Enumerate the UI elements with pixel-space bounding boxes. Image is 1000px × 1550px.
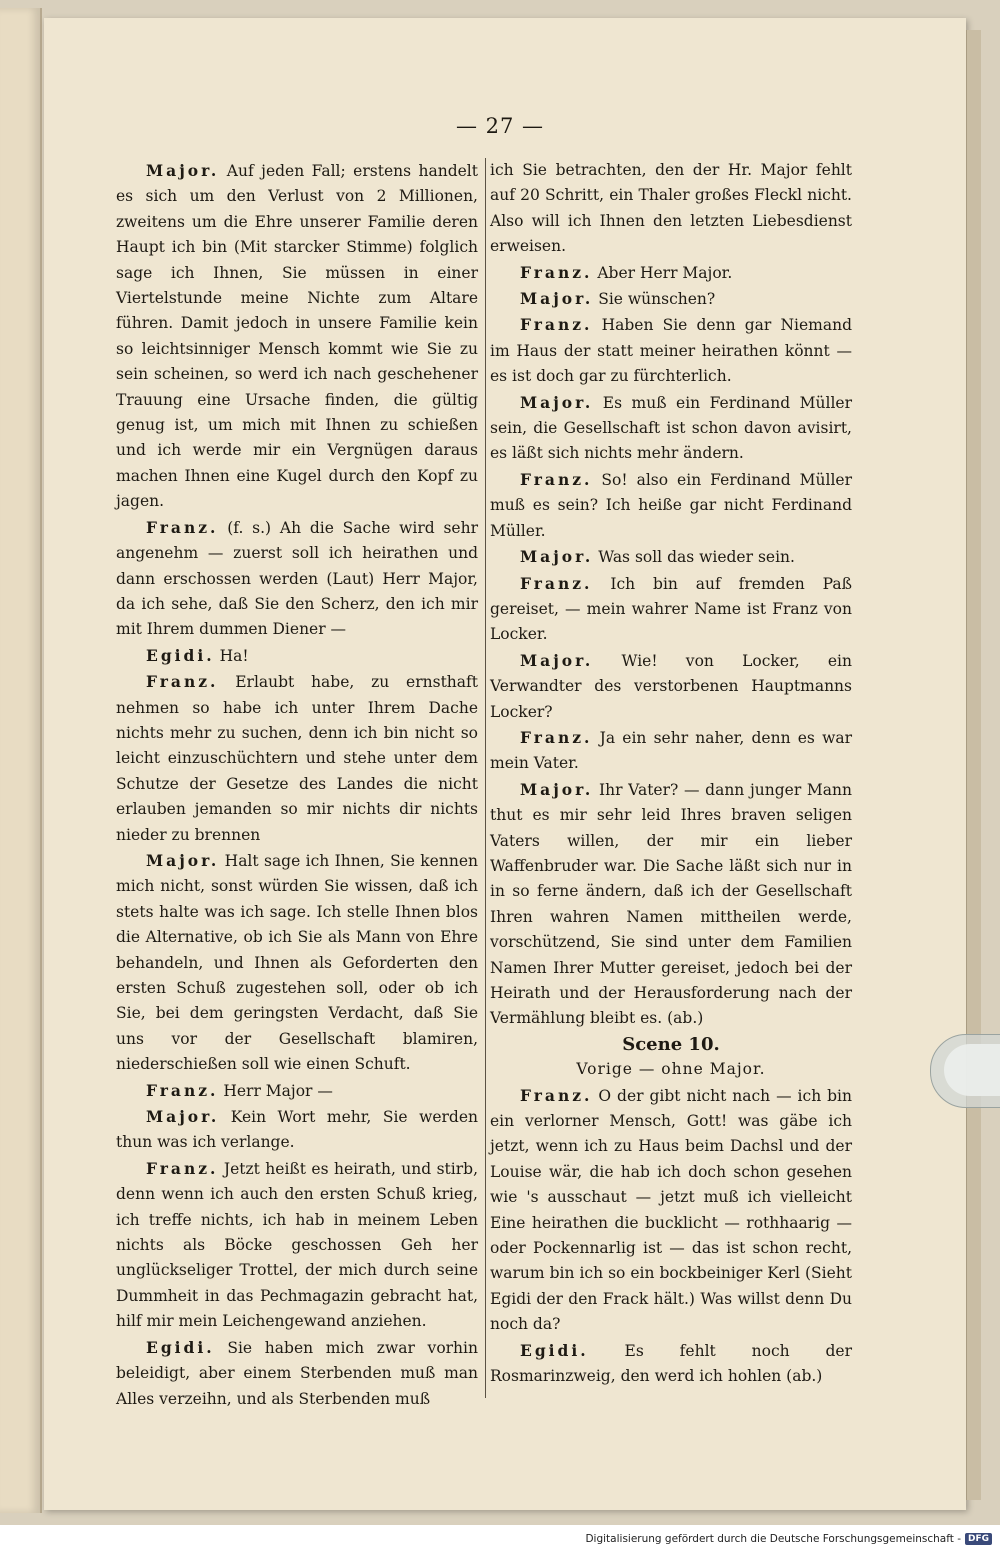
paragraph-7 bbox=[116, 1104, 478, 1156]
paragraph-r9 bbox=[490, 648, 852, 725]
paragraph-r10 bbox=[490, 725, 852, 777]
speech-text: Es muß ein Ferdinand Müller sein, die Gesellschaft ist schon davon avisirt, es läßt sich nichts mehr ändern. bbox=[490, 393, 852, 463]
paragraph-r12 bbox=[490, 1083, 852, 1338]
paragraph-6 bbox=[116, 1078, 478, 1104]
paragraph-1 bbox=[116, 158, 478, 515]
speech-text: (f. s.) Ah die Sache wird sehr angenehm — zuerst soll ich heirathen und dann erschossen werden (Laut) Herr Major, da ich sehe, daß Sie den Scherz, den ich mir mit Ihrem dummen Diener — bbox=[116, 518, 478, 639]
speaker: Franz. bbox=[520, 573, 593, 593]
paragraph-continued bbox=[490, 158, 852, 260]
paragraph-r8 bbox=[490, 571, 852, 648]
speech-text: ich Sie betrachten, den der Hr. Major fehlt auf 20 Schritt, ein Thaler großes Fleckl nicht. Also will ich Ihnen den letzten Liebesdienst erweisen. bbox=[490, 161, 852, 256]
page-number: — 27 — bbox=[455, 114, 545, 138]
previous-page-edge bbox=[0, 8, 42, 1513]
speaker: Major. bbox=[520, 392, 594, 412]
speech-text: Erlaubt habe, zu ernsthaft nehmen so habe ich unter Ihrem Dache nichts mehr zu suchen, denn ich bin nicht so leicht einzuschüchtern und stehe unter dem Schutze der Gesetze des Landes die nicht erlauben jemanden so mir nichts dir nichts nieder zu brennen bbox=[116, 673, 478, 844]
paragraph-r2 bbox=[490, 260, 852, 286]
speaker: Franz. bbox=[520, 315, 593, 335]
speaker: Franz. bbox=[520, 1085, 593, 1105]
speaker: Franz. bbox=[146, 672, 219, 692]
paragraph-5 bbox=[116, 848, 478, 1078]
paragraph-3 bbox=[116, 643, 478, 669]
speaker: Franz. bbox=[520, 727, 593, 747]
paragraph-r7 bbox=[490, 544, 852, 570]
digitization-credit bbox=[585, 1533, 992, 1545]
speech-text: Sie wünschen? bbox=[598, 290, 716, 309]
speaker: Major. bbox=[520, 547, 594, 567]
speech-text: Auf jeden Fall; erstens handelt es sich um den Verlust von 2 Millionen, zweitens um die Ehre unserer Familie deren Haupt ich bin (Mit starcker Stimme) folglich sage ich Ihnen, Sie müssen in einer Viertelstunde meine Nichte zum Altare führen. Damit jedoch in unsere Familie kein so leichtsinniger Mensch kommt wie Sie zu sein scheinen, so werd ich nach geschehener Trauung eine Ursache finden, die gültig genug ist, um mich mit Ihnen zu schießen und ich werde mir ein Vergnügen daraus machen Ihnen eine Kugel durch den Kopf zu jagen. bbox=[116, 162, 478, 511]
right-column bbox=[490, 158, 852, 1390]
speaker: Egidi. bbox=[520, 1340, 589, 1360]
credit-text: Digitalisierung gefördert durch die Deutsche Forschungsgemeinschaft - bbox=[585, 1533, 961, 1545]
speech-text: Ihr Vater? — dann junger Mann thut es mir sehr leid Ihres braven seligen Vaters willen, der mir ein lieber Waffenbruder war. Die Sache läßt sich nur in in so ferne ändern, daß ich der Gesellschaft Ihren wahren Namen mittheilen werde, vorschützend, Sie sind unter dem Familien Namen Ihrer Mutter gereiset, jedoch bei der Heirath und der Herausforderung nach der Vermählung bleibt es. (ab.) bbox=[490, 780, 852, 1028]
speaker: Major. bbox=[520, 779, 594, 799]
scene-stage-note: Vorige — ohne Major. bbox=[576, 1060, 766, 1079]
paragraph-2 bbox=[116, 515, 478, 643]
speech-text: Ich bin auf fremden Paß gereiset, — mein wahrer Name ist Franz von Locker. bbox=[490, 574, 852, 644]
speech-text: O der gibt nicht nach — ich bin ein verlorner Mensch, Gott! was gäbe ich jetzt, wenn ich zu Haus beim Dachsl und der Louise wär, die hab ich doch schon gesehen wie 's ausschaut — jetzt muß ich vielleicht Eine heirathen die bucklicht — rothhaarig — oder Pockennarlig ist — das ist schon recht, warum bin ich so ein bockbeiniger Kerl (Sieht Egidi der den Frack hält.) Was willst denn Du noch da? bbox=[490, 1086, 852, 1334]
speech-text: Wie! von Locker, ein Verwandter des verstorbenen Hauptmanns Locker? bbox=[490, 651, 852, 721]
paragraph-r11 bbox=[490, 777, 852, 1032]
speaker: Franz. bbox=[146, 517, 219, 537]
speech-text: Ja ein sehr naher, denn es war mein Vater. bbox=[490, 728, 852, 773]
paragraph-r13 bbox=[490, 1338, 852, 1390]
dfg-logo: DFG bbox=[965, 1533, 992, 1545]
speech-text: Aber Herr Major. bbox=[597, 263, 733, 282]
speaker: Major. bbox=[146, 161, 220, 180]
paragraph-8 bbox=[116, 1156, 478, 1335]
speech-text: Haben Sie denn gar Niemand im Haus der statt meiner heirathen könnt — es ist doch gar zu fürchterlich. bbox=[490, 316, 852, 386]
page-stack-edge bbox=[966, 30, 981, 1500]
paragraph-r6 bbox=[490, 467, 852, 544]
speech-text: Sie haben mich zwar vorhin beleidigt, aber einem Sterbenden muß man Alles verzeihn, und als Sterbenden muß bbox=[116, 1338, 478, 1408]
speaker: Franz. bbox=[520, 262, 593, 282]
speaker: Major. bbox=[146, 1107, 220, 1127]
speaker: Major. bbox=[520, 650, 594, 670]
left-column bbox=[116, 158, 478, 1412]
speaker: Major. bbox=[520, 289, 594, 309]
speaker: Major. bbox=[146, 850, 220, 870]
speaker: Franz. bbox=[520, 469, 593, 489]
speech-text: So! also ein Ferdinand Müller muß es sein? Ich heiße gar nicht Ferdinand Müller. bbox=[490, 470, 852, 540]
speaker: Franz. bbox=[146, 1080, 219, 1100]
speaker: Franz. bbox=[146, 1158, 219, 1178]
scene-title: Scene 10. bbox=[622, 1033, 720, 1055]
column-divider bbox=[485, 158, 486, 1398]
paragraph-9 bbox=[116, 1335, 478, 1412]
speech-text: Herr Major — bbox=[223, 1081, 333, 1100]
speech-text: Ha! bbox=[219, 646, 249, 665]
speech-text: Jetzt heißt es heirath, und stirb, denn wenn ich auch den ersten Schuß krieg, ich treffe nichts, ich hab in meinem Leben nichts als Böcke geschossen Geh her unglückseliger Trottel, der mich durch seine Dummheit in das Pechmagazin gebracht hat, hilf mir mein Leichengewand anziehen. bbox=[116, 1159, 479, 1331]
scanner-thumb-clip-inner bbox=[944, 1044, 1000, 1096]
speaker: Egidi. bbox=[146, 645, 215, 665]
paragraph-r5 bbox=[490, 390, 852, 467]
paragraph-r4 bbox=[490, 312, 852, 389]
speaker: Egidi. bbox=[146, 1337, 215, 1357]
speech-text: Kein Wort mehr, Sie werden thun was ich verlange. bbox=[116, 1108, 478, 1152]
paragraph-r3 bbox=[490, 286, 852, 312]
speech-text: Halt sage ich Ihnen, Sie kennen mich nicht, sonst würden Sie wissen, daß ich stets halte was ich sage. Ich stelle Ihnen blos die Alternative, ob ich Sie als Mann von Ehre behandeln, und Ihnen als Geforderten den ersten Schuß zugestehen soll, oder ob ich Sie, bei dem geringsten Verdacht, daß Sie uns vor der Gesellschaft blamiren, niederschießen soll wie einen Schuft. bbox=[116, 851, 478, 1074]
speech-text: Was soll das wieder sein. bbox=[598, 548, 795, 567]
paragraph-4 bbox=[116, 669, 478, 848]
speech-text: Es fehlt noch der Rosmarinzweig, den werd ich hohlen (ab.) bbox=[490, 1341, 852, 1386]
